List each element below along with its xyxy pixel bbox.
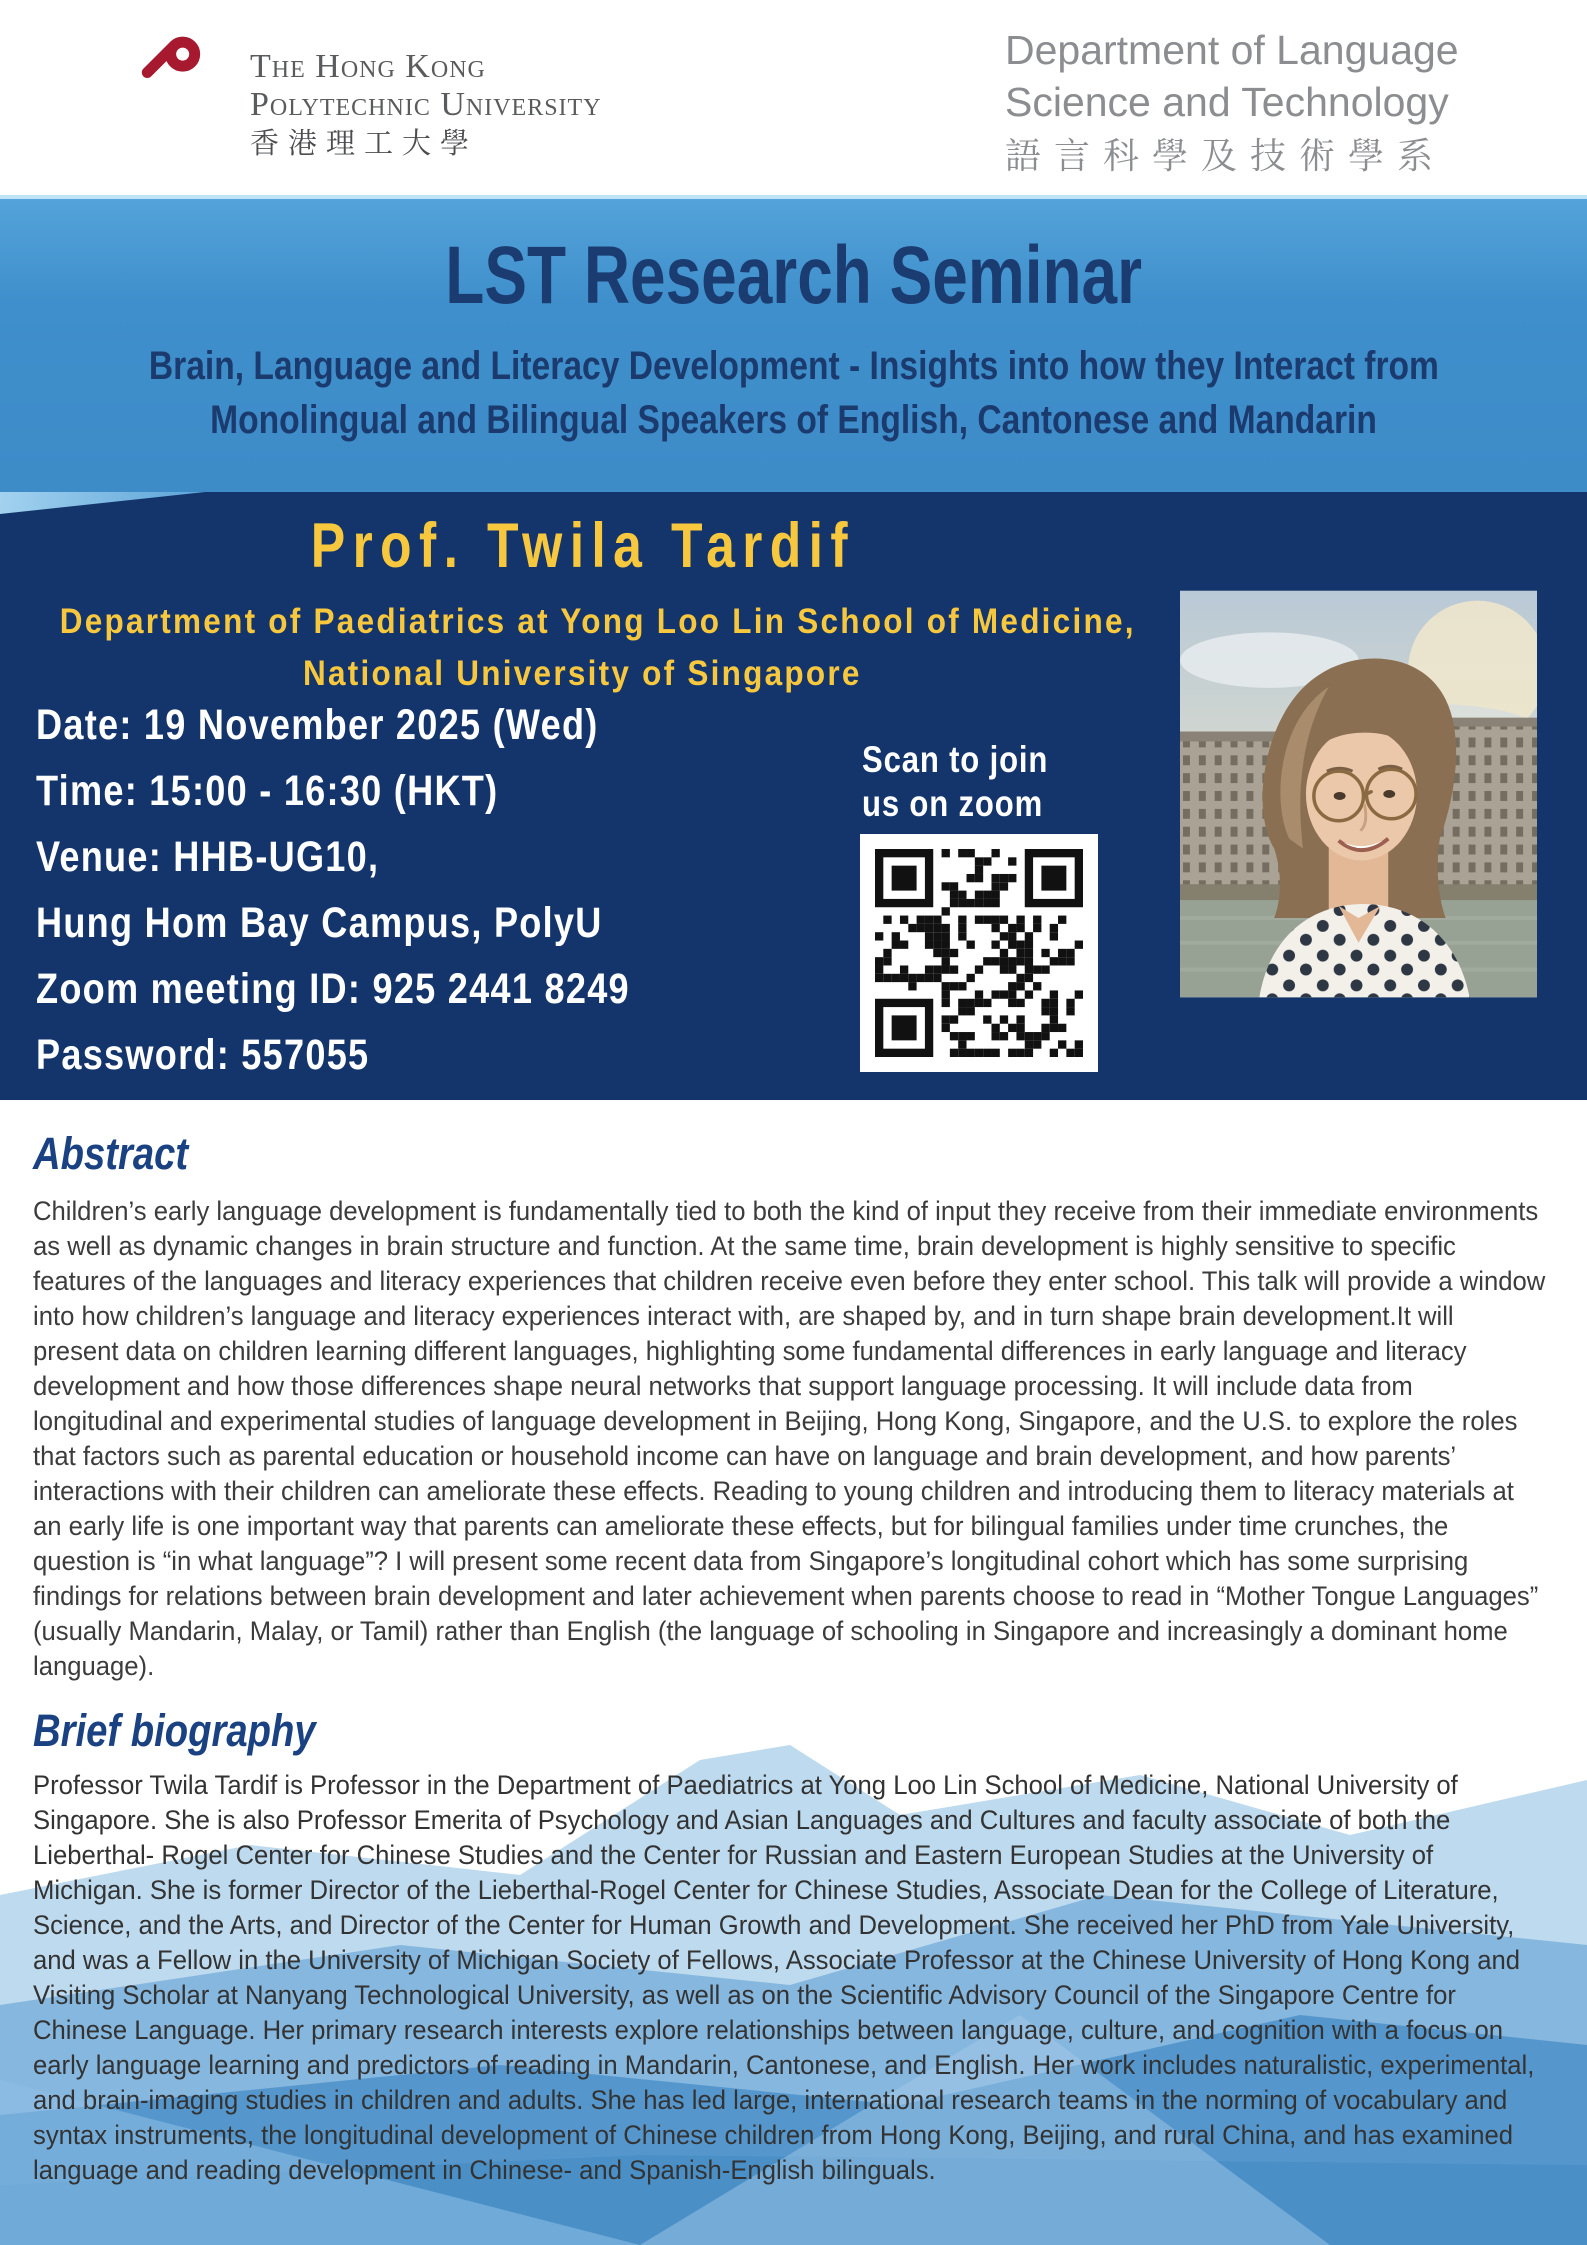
abstract-body: Children’s early language development is fundamentally tied to both the kind of input they receive from their immediate environments as well as dynamic changes in brain structure and function. At the same time, brain development is highly sensitive to specific features of the languages and literacy experiences that children receive even before they enter school. This talk will provide a window into how children’s language and literacy experiences interact with, are shaped by, and in turn shape brain development.It will present data on children learning different languages, highlighting some fundamental differences in early language and literacy development and how those differences shape neural networks that support language processing. It will include data from longitudinal and experimental studies of language development in Beijing, Hong Kong, Singapore, and the U.S. to explore the roles that factors such as parental education or household income can have on language and brain development, and how parents’ interactions with their children can ameliorate these effects. Reading to young children and introducing them to literacy materials at an early life is one important way that parents can ameliorate these effects, but for bilingual families under time crunches, the question is “in what language”? I will present some recent data from Singapore’s longitudinal cohort which has some surprising findings for relations between brain development and later achievement when parents choose to read in “Mother Tongue Languages” (usually Mandarin, Malay, or Tamil) rather than English (the language of schooling in Singapore and increasingly a dominant home language). (33, 1196, 1546, 1681)
event-time: Time: 15:00 - 16:30 (HKT) (36, 767, 499, 815)
university-name-en-1: The Hong Kong (250, 48, 486, 85)
event-campus: Hung Hom Bay Campus, PolyU (36, 899, 603, 947)
speaker-photo-illustration (1180, 590, 1537, 998)
event-info-section (0, 492, 1587, 1100)
scan-line1: Scan to join (862, 739, 1049, 780)
banner (0, 195, 1587, 492)
event-date: Date: 19 November 2025 (Wed) (36, 701, 599, 749)
scan-to-join-label (862, 738, 1084, 826)
speaker-affiliation (0, 596, 1165, 700)
speaker-block (0, 510, 1165, 700)
scan-line2: us on zoom (862, 783, 1044, 824)
seminar-title: LST Research Seminar (445, 230, 1142, 321)
seminar-subtitle-line1: Brain, Language and Literacy Development - Insights into how they Interact from (148, 344, 1439, 388)
speaker-name: Prof. Twila Tardif (310, 511, 855, 581)
header (0, 0, 1587, 195)
seminar-subtitle-line2: Monolingual and Bilingual Speakers of English, Cantonese and Mandarin (210, 398, 1377, 442)
biography-heading: Brief biography (33, 1705, 316, 1756)
polyu-logo-icon (116, 34, 238, 160)
speaker-affiliation-line2: National University of Singapore (303, 654, 862, 693)
department-name-en-1: Department of Language (1005, 27, 1459, 73)
text-section (0, 1100, 1587, 2245)
speaker-photo (1180, 590, 1537, 998)
qr-svg (875, 849, 1083, 1057)
speaker-affiliation-line1: Department of Paediatrics at Yong Loo Lin School of Medicine, (59, 602, 1136, 641)
university-name (250, 48, 602, 164)
abstract-heading: Abstract (33, 1128, 189, 1179)
event-venue: Venue: HHB-UG10, (36, 833, 380, 881)
department-name-en-2: Science and Technology (1005, 79, 1449, 125)
department-name-zh: 語言科學及技術學系 (1005, 135, 1447, 176)
seminar-subtitle (0, 339, 1587, 447)
zoom-qr-code (860, 834, 1098, 1072)
university-name-zh: 香港理工大學 (250, 128, 479, 160)
university-name-en-2: Polytechnic University (250, 86, 602, 123)
department-name (1005, 24, 1459, 184)
zoom-password: Password: 557055 (36, 1031, 370, 1079)
event-details (36, 692, 743, 1088)
biography-body: Professor Twila Tardif is Professor in the Department of Paediatrics at Yong Loo Lin School of Medicine, National University of Singapore. She is also Professor Emerita of Psychology and Asian Languages and Cultures and faculty associate of both the Lieberthal- Rogel Center for Chinese Studies and the Center for Russian and Eastern European Studies at the University of Michigan. She is former Director of the Lieberthal-Rogel Center for Chinese Studies, Associate Dean for the College of Literature, Science, and the Arts, and Director of the Center for Human Growth and Development. She received her PhD from Yale University, and was a Fellow in the University of Michigan Society of Fellows, Associate Professor at the Chinese University of Hong Kong and Visiting Scholar at Nanyang Technological University, as well as on the Scientific Advisory Council of the Singapore Centre for Chinese Language. Her primary research interests explore relationships between language, culture, and cognition with a focus on early language learning and predictors of reading in Mandarin, Cantonese, and English. Her work includes naturalistic, experimental, and brain-imaging studies in children and adults. She has led large, international research teams in the norming of vocabulary and syntax instruments, the longitudinal development of Chinese children from Hong Kong, Beijing, and rural China, and has examined language and reading development in Chinese- and Spanish-English bilinguals. (33, 1770, 1535, 2185)
zoom-meeting-id: Zoom meeting ID: 925 2441 8249 (36, 965, 630, 1013)
